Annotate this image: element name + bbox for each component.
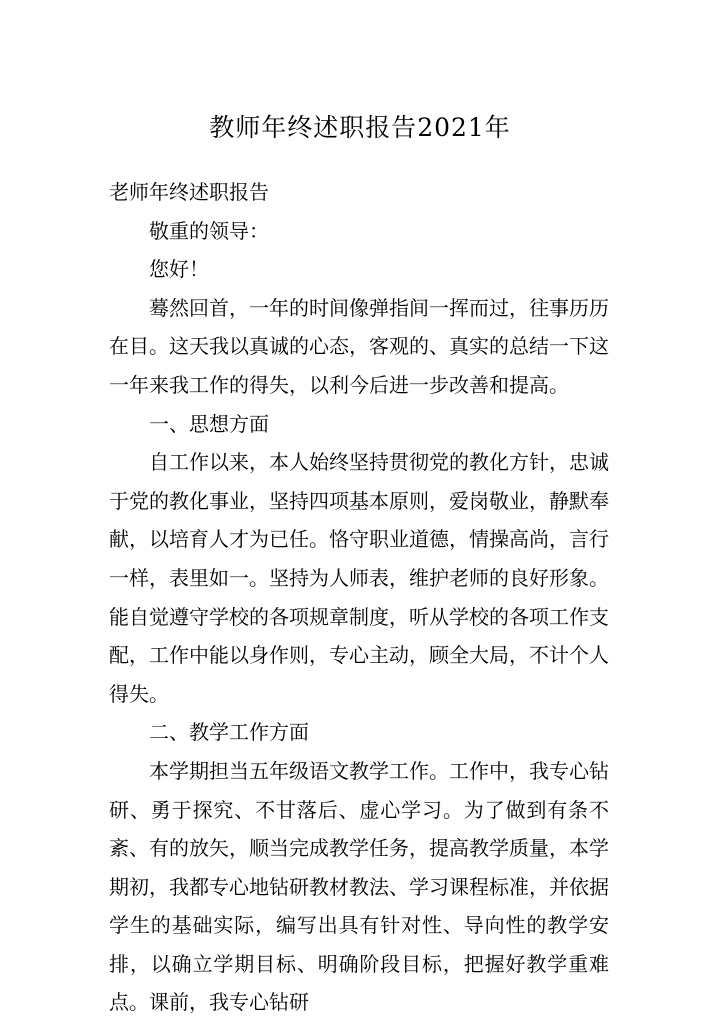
document-body [109,173,609,1022]
section-heading-teaching: 二、教学工作方面 [149,720,309,745]
document-title: 教师年终述职报告2021年 [209,113,511,142]
greeting-paragraph: 您好！ [149,257,209,282]
thought-paragraph: 自工作以来，本人始终坚持贯彻党的教化方针，忠诚于党的教化事业，坚持四项基本原则，爱岗敬业，静默奉献，以培育人才为已任。恪守职业道德，情操高尚，言行一样，表里如一。坚持为人师表，维护老师的良好形象。能自觉遵守学校的各项规章制度，听从学校的各项工作支配，工作中能以身作则，专心主动，顾全大局，不计个人得失。 [109,450,609,706]
intro-paragraph: 蓦然回首，一年的时间像弹指间一挥而过，往事历历在目。这天我以真诚的心态，客观的、真实的总结一下这一年来我工作的得失，以利今后进一步改善和提高。 [109,295,609,397]
salutation-paragraph: 敬重的领导： [149,218,269,243]
teaching-paragraph: 本学期担当五年级语文教学工作。工作中，我专心钻研、勇于探究、不甘落后、虚心学习。为了做到有条不紊、有的放矢，顺当完成教学任务，提高教学质量，本学期初，我都专心地钻研教材教法、学习课程标准，并依据学生的基础实际，编写出具有针对性、导向性的教学安排，以确立学期目标、明确阶段目标，把握好教学重难点。课前，我专心钻研 [109,758,609,1015]
section-heading-thought: 一、思想方面 [149,411,269,436]
subtitle-paragraph: 老师年终述职报告 [109,180,269,204]
